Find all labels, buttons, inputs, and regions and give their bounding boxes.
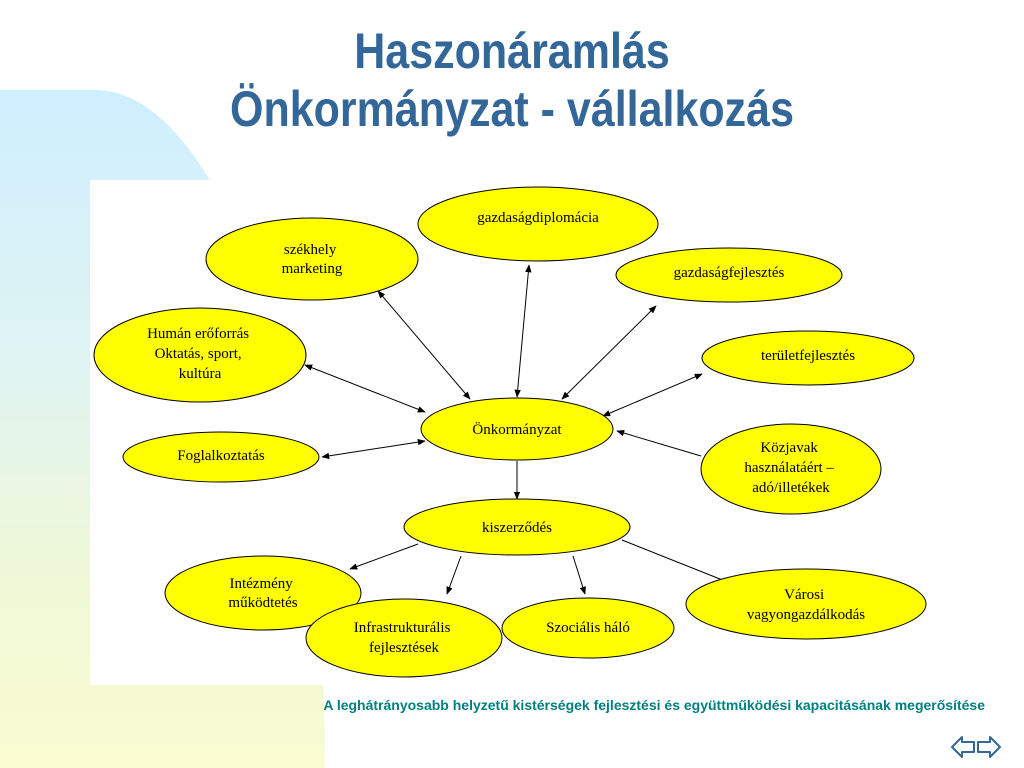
node-property xyxy=(686,569,926,639)
node-hq-marketing-line-1: székhely xyxy=(283,242,337,258)
node-institution-line-2: működtetés xyxy=(228,595,298,611)
node-infrastructure-line-2: fejlesztések xyxy=(369,640,439,656)
node-public-goods-line-1: Közjavak xyxy=(760,440,818,456)
footer-caption: A leghátrányosabb helyzetű kistérségek fejlesztési és együttműködési kapacitásának megerősítése xyxy=(323,697,985,713)
arrow-area-dev xyxy=(603,374,702,416)
double-arrow-icon[interactable] xyxy=(950,732,1002,762)
node-public-goods-line-2: használatáért – xyxy=(744,460,834,476)
node-infrastructure-line-1: Infrastrukturális xyxy=(353,620,451,636)
node-human-resources-line-1: Humán erőforrás xyxy=(147,326,250,342)
node-diplomacy-label: gazdaságdiplomácia xyxy=(477,210,599,226)
node-human-resources-line-2: Oktatás, sport, xyxy=(154,346,242,362)
arrow-institution xyxy=(350,544,418,569)
node-employment-label: Foglalkoztatás xyxy=(177,448,265,464)
node-social-label: Szociális háló xyxy=(546,620,630,636)
title-line-2: Önkormányzat - vállalkozás xyxy=(230,81,794,137)
arrow-property xyxy=(622,540,730,583)
title-line-1: Haszonáramlás xyxy=(354,23,670,79)
node-area-dev-label: területfejlesztés xyxy=(760,348,856,364)
arrow-employment xyxy=(322,441,425,457)
node-econ-dev-label: gazdaságfejlesztés xyxy=(673,265,785,281)
node-property-line-2: vagyongazdálkodás xyxy=(746,607,866,623)
arrow-diplomacy xyxy=(517,265,529,397)
arrow-infrastructure xyxy=(447,556,461,594)
node-human-resources-line-3: kultúra xyxy=(178,366,222,382)
arrow-hq-marketing xyxy=(378,291,470,399)
node-public-goods-line-3: adó/illetékek xyxy=(752,480,830,496)
node-property-line-1: Városi xyxy=(784,587,825,603)
node-infrastructure xyxy=(306,599,502,677)
arrow-human-resources xyxy=(305,365,425,412)
node-hq-marketing xyxy=(206,218,418,300)
arrow-econ-dev xyxy=(562,306,656,399)
node-center-label: Önkormányzat xyxy=(472,422,562,438)
node-institution-line-1: Intézmény xyxy=(229,576,293,592)
node-contract-label: kiszerződés xyxy=(482,520,552,536)
arrow-public-goods xyxy=(617,431,701,456)
arrow-social xyxy=(573,556,585,594)
node-hq-marketing-line-2: marketing xyxy=(281,261,343,277)
